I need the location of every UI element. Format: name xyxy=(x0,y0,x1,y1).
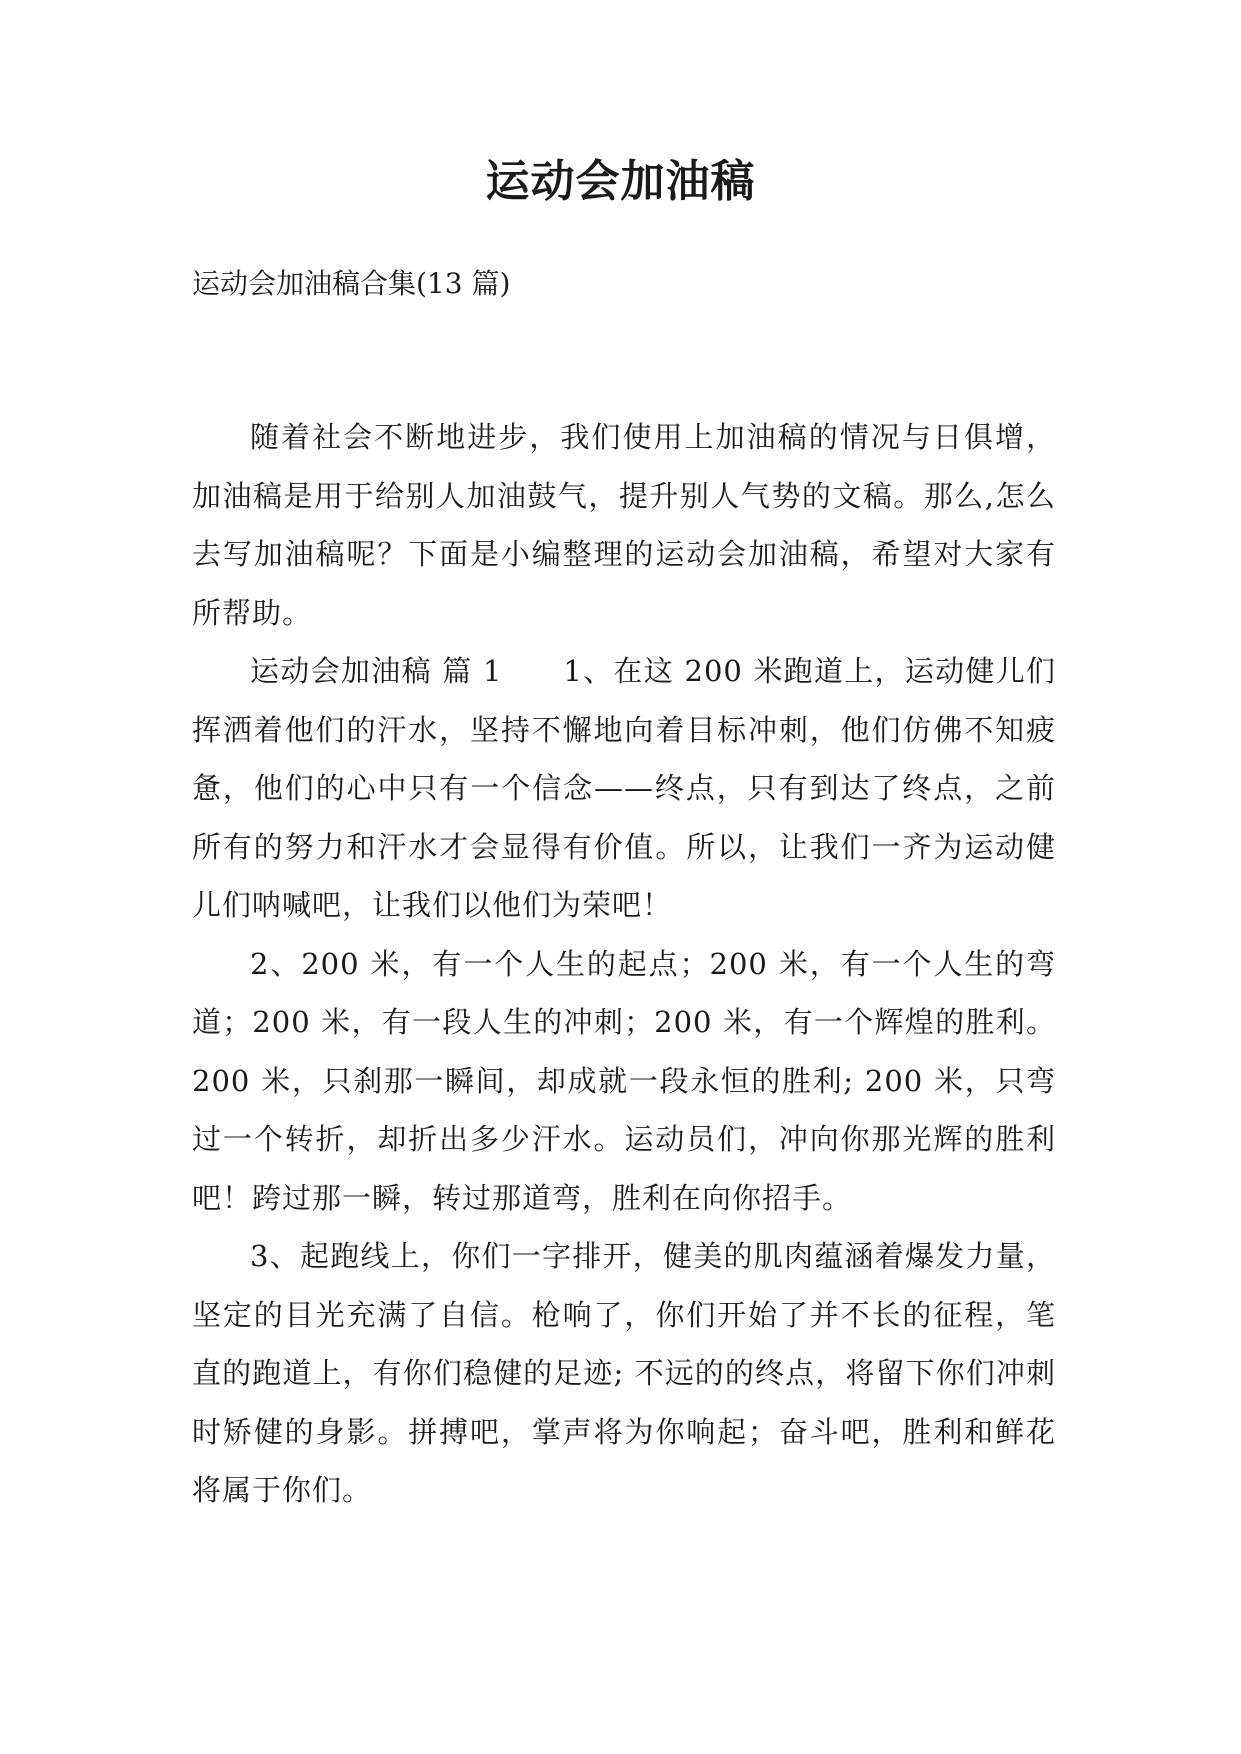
document-subtitle: 运动会加油稿合集(13 篇) xyxy=(192,267,511,300)
paragraph-article-1-item-3: 3、起跑线上，你们一字排开，健美的肌肉蕴涵着爆发力量，坚定的目光充满了自信。枪响了，你们开始了并不长的征程，笔直的跑道上，有你们稳健的足迹; 不远的的终点，将留下你们冲刺时矫健的身影。拼搏吧，掌声将为你响起；奋斗吧，胜利和鲜花将属于你们。 xyxy=(192,1239,1056,1507)
document-body xyxy=(192,408,1056,1520)
paragraph-intro: 随着社会不断地进步，我们使用上加油稿的情况与日俱增，加油稿是用于给别人加油鼓气，提升别人气势的文稿。那么,怎么去写加油稿呢？下面是小编整理的运动会加油稿，希望对大家有所帮助。 xyxy=(192,420,1056,630)
paragraph-article-1-item-2: 2、200 米，有一个人生的起点；200 米，有一个人生的弯道；200 米，有一段人生的冲刺；200 米，有一个辉煌的胜利。200 米，只刹那一瞬间，却成就一段永恒的胜利; 200 米，只弯过一个转折，却折出多少汗水。运动员们，冲向你那光辉的胜利吧！跨过那一瞬，转过那道弯，胜利在向你招手。 xyxy=(192,946,1056,1215)
paragraph-article-1-item-1: 运动会加油稿 篇 1 1、在这 200 米跑道上，运动健儿们挥洒着他们的汗水，坚持不懈地向着目标冲刺，他们仿佛不知疲惫，他们的心中只有一个信念——终点，只有到达了终点，之前所有的努力和汗水才会显得有价值。所以，让我们一齐为运动健儿们呐喊吧，让我们以他们为荣吧！ xyxy=(192,654,1056,922)
document-title: 运动会加油稿 xyxy=(485,156,756,207)
